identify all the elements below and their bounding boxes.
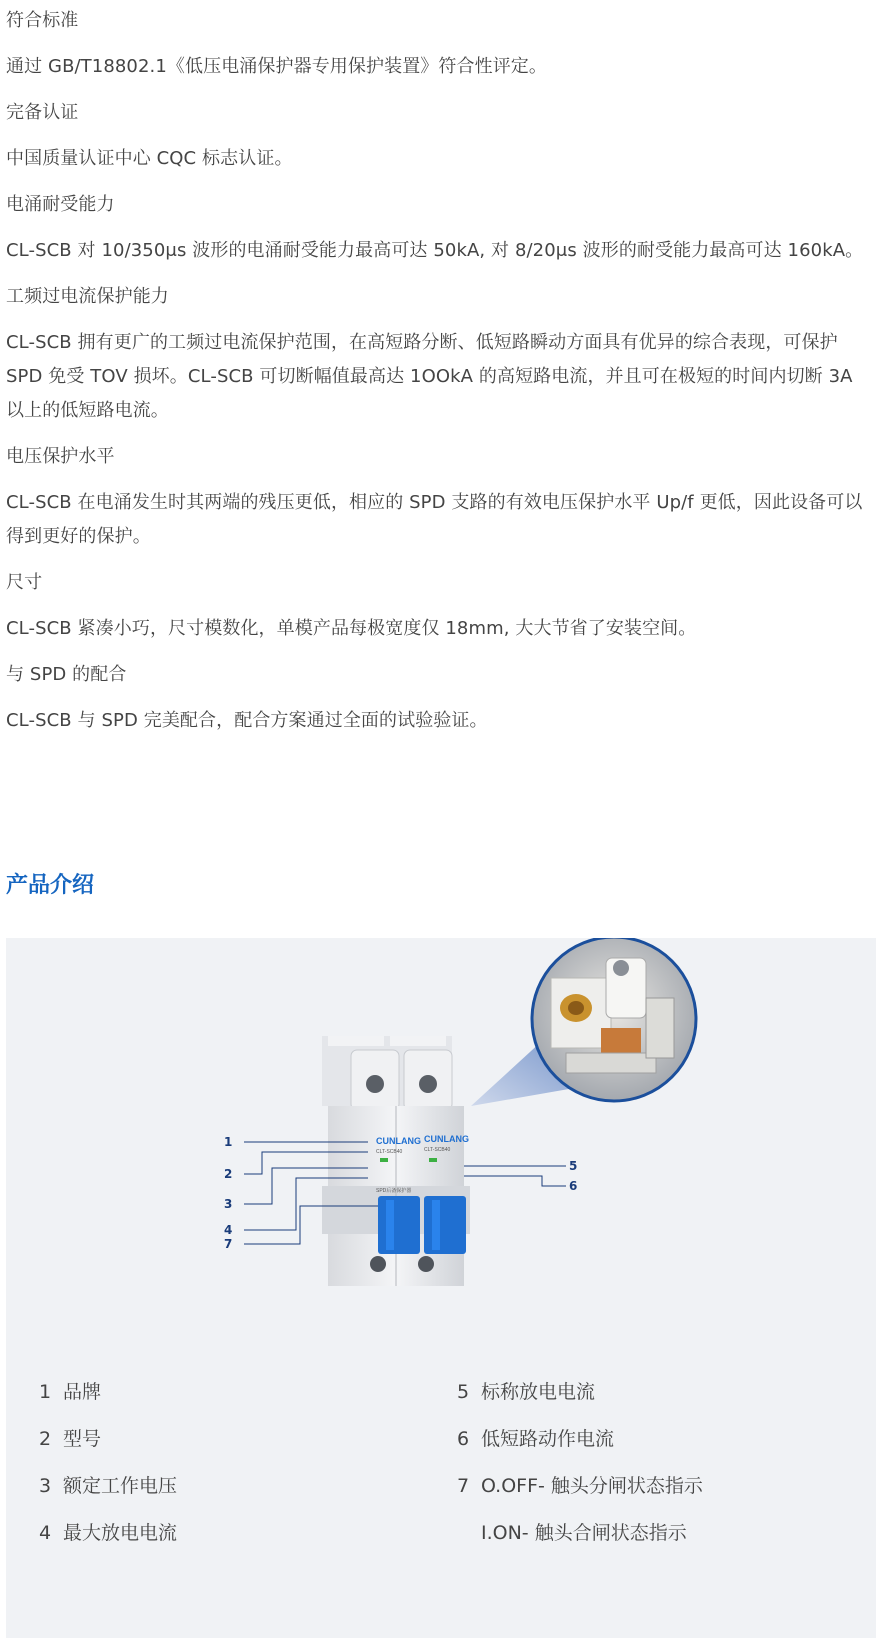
callout-3: 3 <box>224 1197 233 1211</box>
section-heading: 符合标准 <box>6 10 79 31</box>
brand-label-left: CUNLANG <box>376 1136 421 1146</box>
section-text: CL-SCB 对 10/350μs 波形的电涌耐受能力最高可达 50kA, 对 8/20μs 波形的耐受能力最高可达 160kA。 <box>6 240 864 261</box>
module-label: SPD后备保护器 <box>376 1188 412 1194</box>
model-label-left: CLT-SCB40 <box>376 1149 403 1155</box>
breaker-device <box>322 1036 470 1286</box>
legend-item: 3 额定工作电压 <box>39 1475 178 1497</box>
section-text: CL-SCB 拥有更广的工频过电流保护范围，在高短路分断、低短路瞬动方面具有优异的综合表现，可保护 SPD 免受 TOV 损坏。CL-SCB 可切断幅值最高达 1OOkA 的高短路电流，并且可在极短的时间内切断 3A 以上的低短路电流。 <box>6 332 853 421</box>
section-heading: 工频过电流保护能力 <box>6 286 169 307</box>
callout-7: 7 <box>224 1237 233 1251</box>
brand-label-right: CUNLANG <box>424 1134 469 1144</box>
legend-item: 1 品牌 <box>39 1381 102 1403</box>
callout-2: 2 <box>224 1167 233 1181</box>
section-heading: 电压保护水平 <box>6 446 115 467</box>
section-text: 通过 GB/T18802.1《低压电涌保护器专用保护装置》符合性评定。 <box>6 56 548 77</box>
section-text: CL-SCB 在电涌发生时其两端的残压更低，相应的 SPD 支路的有效电压保护水平 Up/f 更低，因此设备可以得到更好的保护。 <box>6 492 863 547</box>
section-heading: 与 SPD 的配合 <box>6 664 127 685</box>
legend-item: 2 型号 <box>39 1428 102 1450</box>
legend-item: 4 最大放电电流 <box>39 1522 178 1544</box>
section-text: 中国质量认证中心 CQC 标志认证。 <box>6 148 293 169</box>
callout-5: 5 <box>569 1159 578 1173</box>
callout-6: 6 <box>569 1179 578 1193</box>
section-heading: 完备认证 <box>6 102 79 123</box>
legend-item: 7 O.OFF- 触头分闸状态指示 <box>457 1475 703 1497</box>
section-text: CL-SCB 与 SPD 完美配合，配合方案通过全面的试验验证。 <box>6 710 488 731</box>
model-label-right: CLT-SCB40 <box>424 1147 451 1153</box>
product-intro-title: 产品介绍 <box>6 873 95 898</box>
callout-1: 1 <box>224 1135 233 1149</box>
section-heading: 尺寸 <box>6 572 43 593</box>
product-panel <box>6 938 876 1638</box>
legend-item: 5 标称放电电流 <box>457 1381 596 1403</box>
section-heading: 电涌耐受能力 <box>6 194 115 215</box>
legend-item: 6 低短路动作电流 <box>457 1428 615 1450</box>
callout-4: 4 <box>224 1223 233 1237</box>
section-text: CL-SCB 紧凑小巧，尺寸模数化，单模产品每极宽度仅 18mm, 大大节省了安装空间。 <box>6 618 697 639</box>
product-figure <box>6 938 876 1398</box>
legend <box>6 1378 876 1628</box>
spec-sections <box>6 0 876 750</box>
legend-item: I.ON- 触头合闸状态指示 <box>481 1522 687 1544</box>
